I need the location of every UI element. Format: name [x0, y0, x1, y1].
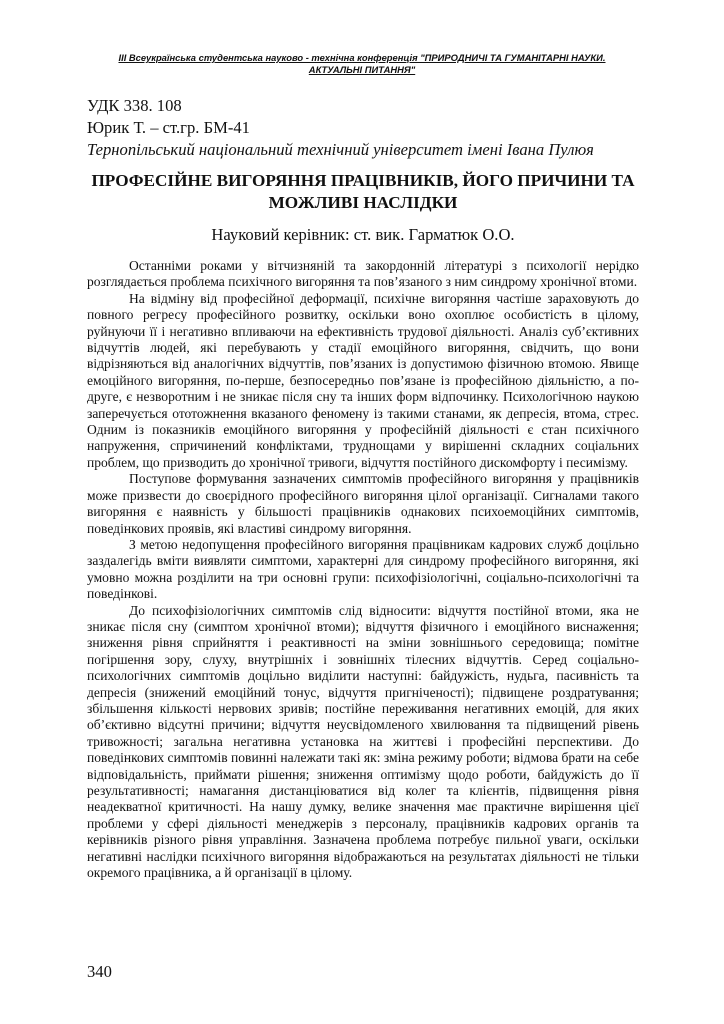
conference-header [100, 52, 624, 76]
article-meta [87, 95, 647, 161]
paragraph-4: З метою недопущення професійного вигоряння працівникам кадрових служб доцільно заздалегідь вміти виявляти симптоми, характерні для синдрому професійного вигоряння, які умовно можна розділити на три основні групи: психофізіологічні, соціально-психологічні та поведінкові. [87, 536, 639, 602]
paragraph-2: На відміну від професійної деформації, психічне вигоряння частіше зараховують до повного регресу професійного розвитку, оскільки воно охоплює особистість в цілому, руйнуючи її і негативно впливаючи на ефективність трудової діяльності. Аналіз суб’єктивних відчуттів людей, які перебувають у стадії емоційного вигоряння, свідчить, що вони відрізняються від аналогічних відчуттів, пов’язаних із допустимою фізичною втомою. Явище емоційного вигоряння, по-перше, безпосередньо пов’язане із професійною діяльністю, а по-друге, є незворотним і не зникає після сну та інших форм відпочинку. Психологічною наукою заперечується ототожнення вказаного феномену із такими станами, як депресія, втома, стрес. Одним із показників емоційного вигоряння у професійній діяльності є стан психічного напруження, спричинений конфліктами, труднощами у вирішенні складних соціальних проблем, що призводить до хронічної тривоги, відчуття постійного дискомфорту і песимізму. [87, 290, 639, 470]
paragraph-1: Останніми роками у вітчизняній та закордонній літературі з психології нерідко розглядається проблема психічного вигоряння та пов’язаного з ним синдрому хронічної втоми. [87, 258, 639, 290]
paragraph-3: Поступове формування зазначених симптомів професійного вигоряння у працівників може призвести до своєрідного професійного вигоряння цілої організації. Сигналами такого вигоряння є наявність у більшості працівників однакових психоемоційних симптомів, поведінкових проявів, які властиві синдрому вигоряння. [87, 471, 639, 536]
conference-header-line-1: III Всеукраїнська студентська науково - технічна конференція "ПРИРОДНИЧІ ТА ГУМАНІТАРНІ НАУКИ. [118, 52, 606, 63]
institution: Тернопільський національний технічний університет імені Івана Пулюя [87, 140, 594, 159]
udk-code: УДК 338. 108 [87, 96, 182, 115]
supervisor-line: Науковий керівник: ст. вик. Гарматюк О.О. [211, 225, 515, 244]
article-title [87, 170, 639, 214]
conference-header-line-2: АКТУАЛЬНІ ПИТАННЯ" [308, 64, 416, 75]
article-title-line-2: МОЖЛИВІ НАСЛІДКИ [268, 193, 458, 212]
article-title-line-1: ПРОФЕСІЙНЕ ВИГОРЯННЯ ПРАЦІВНИКІВ, ЙОГО ПРИЧИНИ ТА [91, 171, 635, 190]
article-body [87, 258, 639, 881]
author-line: Юрик Т. – ст.гр. БМ-41 [87, 118, 250, 137]
paragraph-5: До психофізіологічних симптомів слід відносити: відчуття постійної втоми, яка не зникає після сну (симптом хронічної втоми); відчуття фізичного і емоційного виснаження; зниження рівня сприйняття і реактивності на зміни зовнішнього середовища; помітне погіршення зору, слуху, внутрішніх і зовнішніх тілесних відчуттів. Серед соціально-психологічних симптомів доцільно виділити наступні: байдужість, нудьга, пасивність та депресія (знижений емоційний тонус, відчуття пригніченості); підвищене роздратування; збільшення кількості нервових зривів; постійне переживання негативних емоцій, для яких об’єктивно відсутні причини; відчуття неусвідомленого хвилювання та підвищений рівень тривожності; загальна негативна установка на життєві і професійні перспективи. До поведінкових симптомів повинні належати такі як: зміна режиму роботи; відмова брати на себе відповідальність, приймати рішення; зниження оптимізму щодо роботи, байдужість до її результативності; намагання дистанціюватися від колег та клієнтів, підвищення рівня неадекватної критичності. На нашу думку, велике значення має практичне вирішення цієї проблеми у сфері діяльності менеджерів з персоналу, працівників кадрових органів та керівників різного рівня управління. Зазначена проблема потребує пильної уваги, оскільки негативні наслідки психічного вигоряння відображаються на результатах діяльності не тільки окремого працівника, а й організації в цілому. [87, 602, 639, 881]
page-number: 340 [87, 962, 112, 981]
